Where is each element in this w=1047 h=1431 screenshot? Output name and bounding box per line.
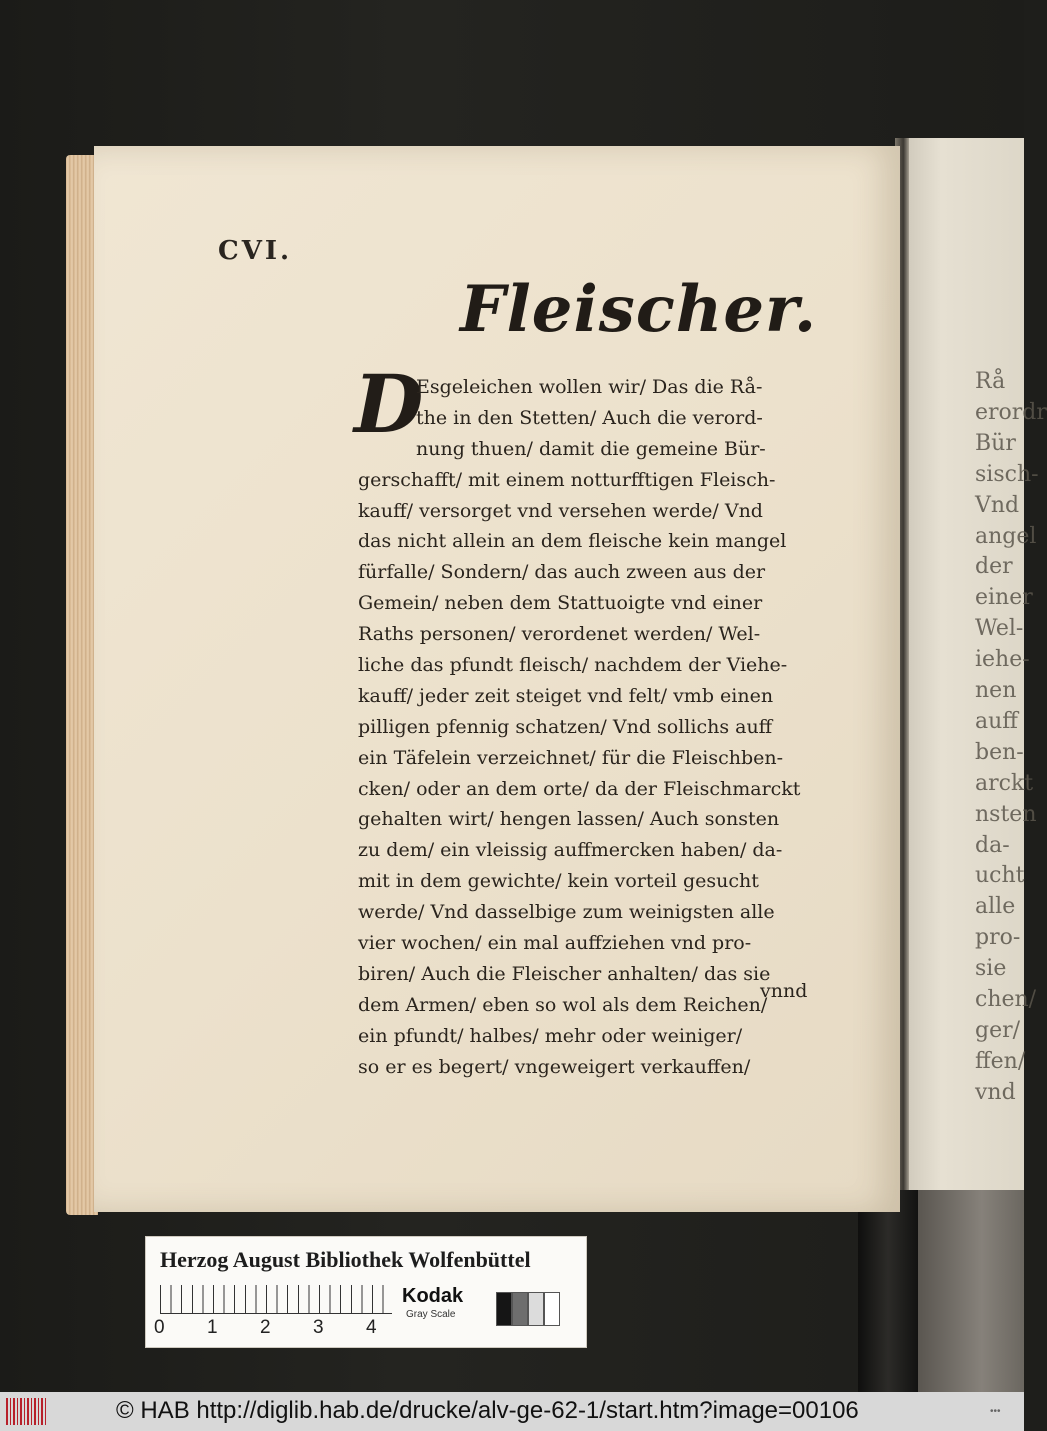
text-line: kauff/ jeder zeit steiget vnd felt/ vmb einen <box>358 684 774 707</box>
body-text <box>358 372 828 1082</box>
text-line: ein Täfelein verzeichnet/ für die Fleischben- <box>358 746 784 769</box>
adjacent-page-text: arckt <box>975 770 1034 796</box>
text-line: mit in dem gewichte/ kein vorteil gesucht <box>358 870 759 893</box>
page-heading: Fleischer. <box>460 272 818 347</box>
adjacent-page-text: sie <box>975 956 1007 982</box>
library-label <box>145 1236 587 1348</box>
copyright-url[interactable]: © HAB http://diglib.hab.de/drucke/alv-ge-62-1/start.htm?image=00106 <box>116 1397 859 1424</box>
adjacent-page <box>905 138 1047 1198</box>
text-line: das nicht allein an dem fleische kein mangel <box>358 530 787 553</box>
text-line: biren/ Auch die Fleischer anhalten/ das sie <box>358 962 771 985</box>
text-line: vier wochen/ ein mal auffziehen vnd pro- <box>358 932 752 955</box>
text-line: so er es begert/ vngeweigert verkauffen/ <box>358 1055 751 1078</box>
text-line: cken/ oder an dem orte/ da der Fleischmarckt <box>358 777 801 800</box>
text-line: werde/ Vnd dasselbige zum weinigsten alle <box>358 901 775 924</box>
text-line: Gemein/ neben dem Stattuoigte vnd einer <box>358 592 763 615</box>
text-line: ein pfundt/ halbes/ mehr oder weiniger/ <box>358 1024 743 1047</box>
measurement-ruler <box>160 1285 392 1314</box>
adjacent-page-text: vnd <box>975 1079 1016 1105</box>
text-line: gehalten wirt/ hengen lassen/ Auch sonsten <box>358 808 780 831</box>
adjacent-page-text: angel <box>975 523 1037 549</box>
text-line: gerschafft/ mit einem notturfftigen Fleisch- <box>358 468 776 491</box>
adjacent-page-text: erordr <box>975 399 1047 425</box>
adjacent-page-text: Vnd <box>975 492 1020 518</box>
adjacent-page-text: da- <box>975 832 1010 858</box>
adjacent-page-text: alle <box>975 894 1016 920</box>
adjacent-page-text: chen/ <box>975 987 1037 1012</box>
text-line: pilligen pfennig schatzen/ Vnd sollichs auff <box>358 715 773 738</box>
adjacent-page-text: Wel- <box>975 616 1024 642</box>
adjacent-page-text: ben- <box>975 739 1024 765</box>
text-line: zu dem/ ein vleissig auffmercken haben/ da- <box>358 839 783 862</box>
text-line: kauff/ versorget vnd versehen werde/ Vnd <box>358 499 763 522</box>
adjacent-page-text: auff <box>975 708 1018 734</box>
kodak-logo: Kodak <box>402 1285 464 1307</box>
adjacent-page-text: nsten <box>975 801 1037 827</box>
text-line: liche das pfundt fleisch/ nachdem der Viehe- <box>358 654 788 677</box>
footer-dots: ••• <box>990 1406 1001 1417</box>
adjacent-page-text: Rå <box>975 369 1006 394</box>
gray-swatch-black <box>496 1292 512 1326</box>
adjacent-page-text: der <box>975 554 1013 580</box>
text-line: Raths personen/ verordenet werden/ Wel- <box>358 623 761 646</box>
text-line: Esgeleichen wollen wir/ Das die Rå- <box>416 376 763 398</box>
ruler-number: 1 <box>207 1317 218 1338</box>
text-line: nung thuen/ damit die gemeine Bür- <box>416 437 766 460</box>
folio-number: CVI. <box>218 236 293 266</box>
catchword: vnnd <box>760 980 808 1002</box>
adjacent-page-text: sisch- <box>975 461 1039 487</box>
ruler-number: 0 <box>154 1317 165 1338</box>
decorated-initial: D <box>354 357 424 451</box>
gray-swatch-dark <box>512 1292 528 1326</box>
text-line: fürfalle/ Sondern/ das auch zween aus der <box>358 561 766 584</box>
adjacent-page-text: iehe- <box>975 647 1030 673</box>
adjacent-page-text: pro- <box>975 925 1021 951</box>
ruler-number: 3 <box>313 1317 324 1338</box>
text-line: dem Armen/ eben so wol als dem Reichen/ <box>358 993 768 1016</box>
text-line: the in den Stetten/ Auch die verord- <box>416 406 763 429</box>
hab-logo-icon <box>6 1398 46 1425</box>
gray-swatch-light <box>528 1292 544 1326</box>
library-name: Herzog August Bibliothek Wolfenbüttel <box>160 1247 531 1272</box>
footer-bar <box>0 1392 1024 1431</box>
adjacent-page-text: einer <box>975 585 1033 611</box>
adjacent-page-text: nen <box>975 678 1017 703</box>
ruler-number: 4 <box>366 1317 377 1338</box>
adjacent-page-text: Bür <box>975 430 1016 456</box>
kodak-gray-scale-text: Gray Scale <box>406 1309 456 1320</box>
book-cradle-rail <box>858 1190 918 1392</box>
adjacent-book-area <box>918 1190 1024 1392</box>
gray-swatch-white <box>544 1292 560 1326</box>
adjacent-page-text: ger/ <box>975 1017 1021 1043</box>
adjacent-page-text: ucht <box>975 863 1025 889</box>
adjacent-page-text: ffen/ <box>975 1048 1026 1074</box>
ruler-number: 2 <box>260 1317 271 1338</box>
